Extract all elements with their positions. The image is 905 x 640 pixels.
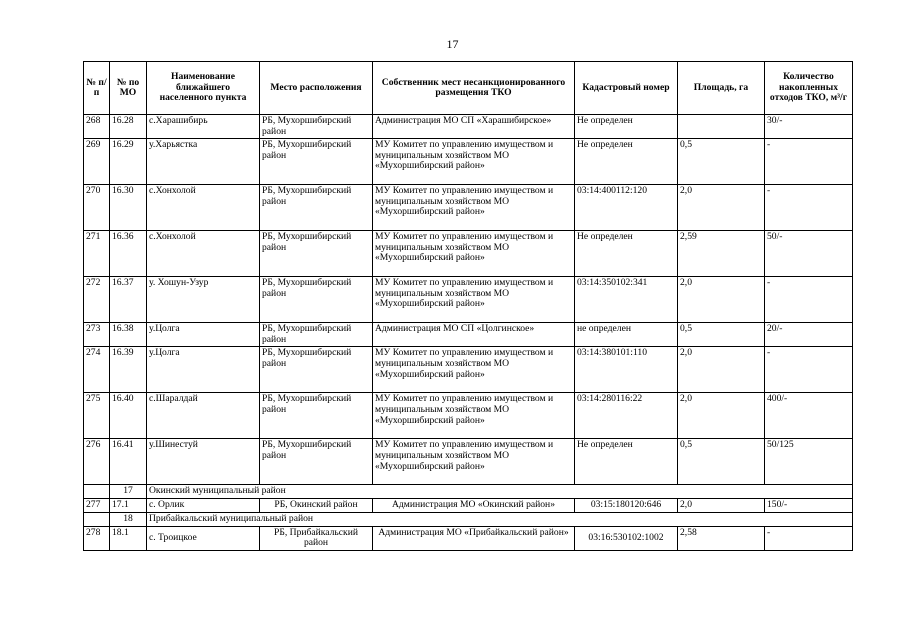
cell-area	[678, 115, 765, 139]
table-row	[84, 277, 853, 323]
cell-qty: 400/-	[765, 393, 853, 439]
cell-area: 0,5	[678, 139, 765, 185]
header-owner: Собственник мест несанкционированного размещения ТКО	[373, 62, 575, 115]
cell-num: 277	[84, 498, 110, 512]
cell-qty: -	[765, 139, 853, 185]
cell-cad: Не определен	[575, 439, 678, 485]
cell-qty: -	[765, 347, 853, 393]
cell-place: РБ, Прибайкальский район	[260, 526, 373, 550]
cell-cad: Не определен	[575, 231, 678, 277]
cell-mo: 16.41	[110, 439, 147, 485]
cell-mo: 17.1	[110, 498, 147, 512]
district-name: Прибайкальский муниципальный район	[147, 512, 853, 526]
cell-cad: 03:16:530102:1002	[575, 526, 678, 550]
cell-mo: 16.37	[110, 277, 147, 323]
cell-owner: Администрация МО «Прибайкальский район»	[373, 526, 575, 550]
cell-area: 2,58	[678, 526, 765, 550]
cell-num: 276	[84, 439, 110, 485]
cell-num	[84, 512, 110, 526]
cell-cad: 03:14:350102:341	[575, 277, 678, 323]
cell-name: с.Хонхолой	[147, 185, 260, 231]
cell-owner: МУ Комитет по управлению имуществом и муниципальным хозяйством МО «Мухоршибирский район»	[373, 231, 575, 277]
cell-owner: МУ Комитет по управлению имуществом и муниципальным хозяйством МО «Мухоршибирский район»	[373, 277, 575, 323]
cell-name: с.Хонхолой	[147, 231, 260, 277]
cell-num: 275	[84, 393, 110, 439]
cell-num: 269	[84, 139, 110, 185]
table-row	[84, 231, 853, 277]
cell-mo: 18.1	[110, 526, 147, 550]
cell-place: РБ, Мухоршибирский район	[260, 323, 373, 347]
cell-qty: 50/-	[765, 231, 853, 277]
cell-num: 278	[84, 526, 110, 550]
cell-qty: 50/125	[765, 439, 853, 485]
cell-name: с. Орлик	[147, 498, 260, 512]
cell-area: 2,0	[678, 185, 765, 231]
cell-cad: Не определен	[575, 115, 678, 139]
district-number: 18	[110, 512, 147, 526]
table-row	[84, 347, 853, 393]
cell-name: у. Хошун-Узур	[147, 277, 260, 323]
cell-place: РБ, Мухоршибирский район	[260, 231, 373, 277]
district-row-okinsky	[84, 485, 853, 499]
cell-name: с.Харашибирь	[147, 115, 260, 139]
cell-place: РБ, Окинский район	[260, 498, 373, 512]
cell-name: у.Харьястка	[147, 139, 260, 185]
cell-name: у.Цолга	[147, 323, 260, 347]
cell-place: РБ, Мухоршибирский район	[260, 439, 373, 485]
page-number: 17	[446, 37, 459, 51]
cell-qty: -	[765, 277, 853, 323]
cell-area: 2,59	[678, 231, 765, 277]
table-row	[84, 526, 853, 550]
cell-num: 270	[84, 185, 110, 231]
cell-owner: Администрация МО СП «Цолгинское»	[373, 323, 575, 347]
cell-mo: 16.40	[110, 393, 147, 439]
header-mo: № по МО	[110, 62, 147, 115]
cell-mo: 16.36	[110, 231, 147, 277]
cell-name: с. Троицкое	[147, 526, 260, 550]
table-row	[84, 498, 853, 512]
cell-owner: МУ Комитет по управлению имуществом и муниципальным хозяйством МО «Мухоршибирский район»	[373, 393, 575, 439]
cell-place: РБ, Мухоршибирский район	[260, 347, 373, 393]
cell-cad: не определен	[575, 323, 678, 347]
header-qty: Количество накопленных отходов ТКО, м³/г	[765, 62, 853, 115]
cell-cad: 03:14:280116:22	[575, 393, 678, 439]
cell-name: у.Шинестуй	[147, 439, 260, 485]
cell-mo: 16.38	[110, 323, 147, 347]
cell-area: 2,0	[678, 347, 765, 393]
cell-owner: МУ Комитет по управлению имуществом и муниципальным хозяйством МО «Мухоршибирский район»	[373, 185, 575, 231]
cell-name: с.Шаралдай	[147, 393, 260, 439]
cell-place: РБ, Мухоршибирский район	[260, 277, 373, 323]
cell-area: 0,5	[678, 323, 765, 347]
cell-owner: МУ Комитет по управлению имуществом и муниципальным хозяйством МО «Мухоршибирский район»	[373, 139, 575, 185]
cell-num	[84, 485, 110, 499]
table-row	[84, 185, 853, 231]
cell-area: 2,0	[678, 498, 765, 512]
cell-area: 0,5	[678, 439, 765, 485]
cell-name: у.Цолга	[147, 347, 260, 393]
cell-num: 268	[84, 115, 110, 139]
cell-qty: -	[765, 185, 853, 231]
table-row	[84, 323, 853, 347]
cell-place: РБ, Мухоршибирский район	[260, 185, 373, 231]
cell-qty: 20/-	[765, 323, 853, 347]
cell-area: 2,0	[678, 393, 765, 439]
cell-owner: МУ Комитет по управлению имуществом и муниципальным хозяйством МО «Мухоршибирский район»	[373, 347, 575, 393]
cell-mo: 16.30	[110, 185, 147, 231]
district-row-pribaikalsky	[84, 512, 853, 526]
cell-mo: 16.29	[110, 139, 147, 185]
table-row	[84, 115, 853, 139]
district-name: Окинский муниципальный район	[147, 485, 853, 499]
header-num: № п/п	[84, 62, 110, 115]
header-area: Площадь, га	[678, 62, 765, 115]
cell-cad: Не определен	[575, 139, 678, 185]
header-cad: Кадастровый номер	[575, 62, 678, 115]
cell-place: РБ, Мухоршибирский район	[260, 115, 373, 139]
header-name: Наименование ближайшего населенного пункта	[147, 62, 260, 115]
waste-sites-table	[83, 61, 853, 551]
cell-cad: 03:14:380101:110	[575, 347, 678, 393]
cell-num: 274	[84, 347, 110, 393]
table-row	[84, 393, 853, 439]
cell-qty: 30/-	[765, 115, 853, 139]
cell-num: 272	[84, 277, 110, 323]
table-header-row	[84, 62, 853, 115]
cell-qty: -	[765, 526, 853, 550]
cell-owner: МУ Комитет по управлению имуществом и муниципальным хозяйством МО «Мухоршибирский район»	[373, 439, 575, 485]
cell-mo: 16.39	[110, 347, 147, 393]
cell-area: 2,0	[678, 277, 765, 323]
header-place: Место расположения	[260, 62, 373, 115]
cell-cad: 03:14:400112:120	[575, 185, 678, 231]
cell-cad: 03:15:180120:646	[575, 498, 678, 512]
cell-num: 273	[84, 323, 110, 347]
cell-num: 271	[84, 231, 110, 277]
cell-qty: 150/-	[765, 498, 853, 512]
cell-owner: Администрация МО СП «Харашибирское»	[373, 115, 575, 139]
table-row	[84, 139, 853, 185]
cell-place: РБ, Мухоршибирский район	[260, 139, 373, 185]
cell-place: РБ, Мухоршибирский район	[260, 393, 373, 439]
district-number: 17	[110, 485, 147, 499]
cell-owner: Администрация МО «Окинский район»	[373, 498, 575, 512]
table-row	[84, 439, 853, 485]
cell-mo: 16.28	[110, 115, 147, 139]
